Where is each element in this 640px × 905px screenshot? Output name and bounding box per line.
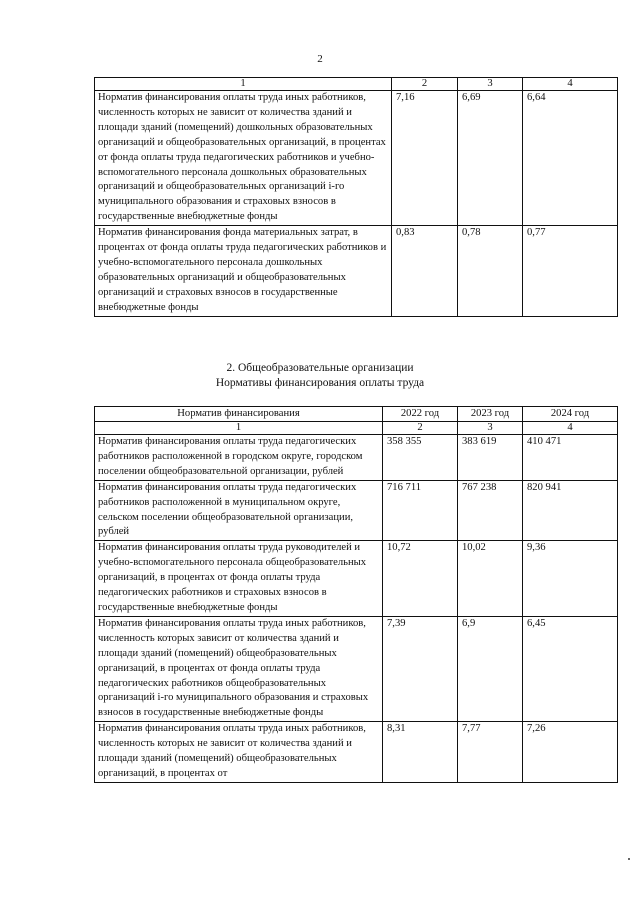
value-cell: 0,77 (523, 226, 618, 316)
column-number: 4 (523, 422, 618, 435)
column-number-row (95, 422, 618, 435)
value-cell: 8,31 (383, 722, 458, 783)
value-cell: 10,72 (383, 541, 458, 617)
value-cell: 820 941 (523, 480, 618, 541)
value-cell: 7,39 (383, 616, 458, 721)
row-label: Норматив финансирования оплаты труда педагогических работников расположенной в городском округе, городском поселении общеобразовательной организации, рублей (95, 435, 383, 481)
table-row (95, 480, 618, 541)
value-cell: 7,16 (392, 91, 458, 226)
section-subtitle: Нормативы финансирования оплаты труда (215, 377, 425, 389)
value-cell: 410 471 (523, 435, 618, 481)
header-row (95, 407, 618, 422)
row-label: Норматив финансирования оплаты труда педагогических работников расположенной в муниципальном округе, сельском поселении общеобразовательной организации, рублей (95, 480, 383, 541)
value-cell: 358 355 (383, 435, 458, 481)
table-row (95, 722, 618, 783)
column-number: 1 (95, 422, 383, 435)
value-cell: 383 619 (458, 435, 523, 481)
row-label: Норматив финансирования оплаты труда иных работников, численность которых не зависит от количества зданий и площади зданий (помещений) дошкольных образовательных организаций и общеобразовательных организаций, в процентах от фонда оплаты труда педагогических работников и учебно-вспомогательного персонала дошкольных образовательных организаций и общеобразовательных организаций i-го муниципального образования и страховых взносов в государственные внебюджетные фонды (95, 91, 392, 226)
row-label: Норматив финансирования оплаты труда руководителей и учебно-вспомогательного персонала общеобразовательных организаций, в процентах от фонда оплаты труда педагогических работников и страховых взносов в государственные внебюджетные фонды (95, 541, 383, 617)
general-education-normatives-table (94, 406, 618, 783)
value-cell: 7,26 (523, 722, 618, 783)
column-number: 2 (392, 78, 458, 91)
value-cell: 9,36 (523, 541, 618, 617)
column-number: 1 (95, 78, 392, 91)
column-number-row (95, 78, 618, 91)
value-cell: 6,9 (458, 616, 523, 721)
column-number: 3 (458, 78, 523, 91)
column-header: 2022 год (383, 407, 458, 422)
column-number: 4 (523, 78, 618, 91)
value-cell: 6,64 (523, 91, 618, 226)
value-cell: 0,83 (392, 226, 458, 316)
value-cell: 767 238 (458, 480, 523, 541)
value-cell: 716 711 (383, 480, 458, 541)
value-cell: 6,69 (458, 91, 523, 226)
continued-normatives-table (94, 77, 618, 317)
page-number: 2 (317, 53, 323, 65)
column-number: 2 (383, 422, 458, 435)
value-cell: 10,02 (458, 541, 523, 617)
row-label: Норматив финансирования оплаты труда иных работников, численность которых зависит от количества зданий и площади зданий (помещений) общеобразовательных организаций, в процентах от фонда оплаты труда педагогических работников общеобразовательных организаций i-го муниципального образования и страховых взносов в государственные внебюджетные фонды (95, 616, 383, 721)
value-cell: 7,77 (458, 722, 523, 783)
table-row (95, 616, 618, 721)
table-row (95, 435, 618, 481)
column-header: Норматив финансирования (95, 407, 383, 422)
column-number: 3 (458, 422, 523, 435)
section-title: 2. Общеобразовательные организации (226, 362, 414, 374)
row-label: Норматив финансирования оплаты труда иных работников, численность которых не зависит от количества зданий и площади зданий (помещений) общеобразовательных организаций, в процентах от (95, 722, 383, 783)
table-row (95, 541, 618, 617)
table-row (95, 91, 618, 226)
column-header: 2024 год (523, 407, 618, 422)
column-header: 2023 год (458, 407, 523, 422)
table-row (95, 226, 618, 316)
scan-speck (628, 858, 630, 860)
row-label: Норматив финансирования фонда материальных затрат, в процентах от фонда оплаты труда педагогических работников и учебно-вспомогательного персонала дошкольных образовательных организаций и общеобразовательных организаций и страховых взносов в государственные внебюджетные фонды (95, 226, 392, 316)
value-cell: 6,45 (523, 616, 618, 721)
value-cell: 0,78 (458, 226, 523, 316)
